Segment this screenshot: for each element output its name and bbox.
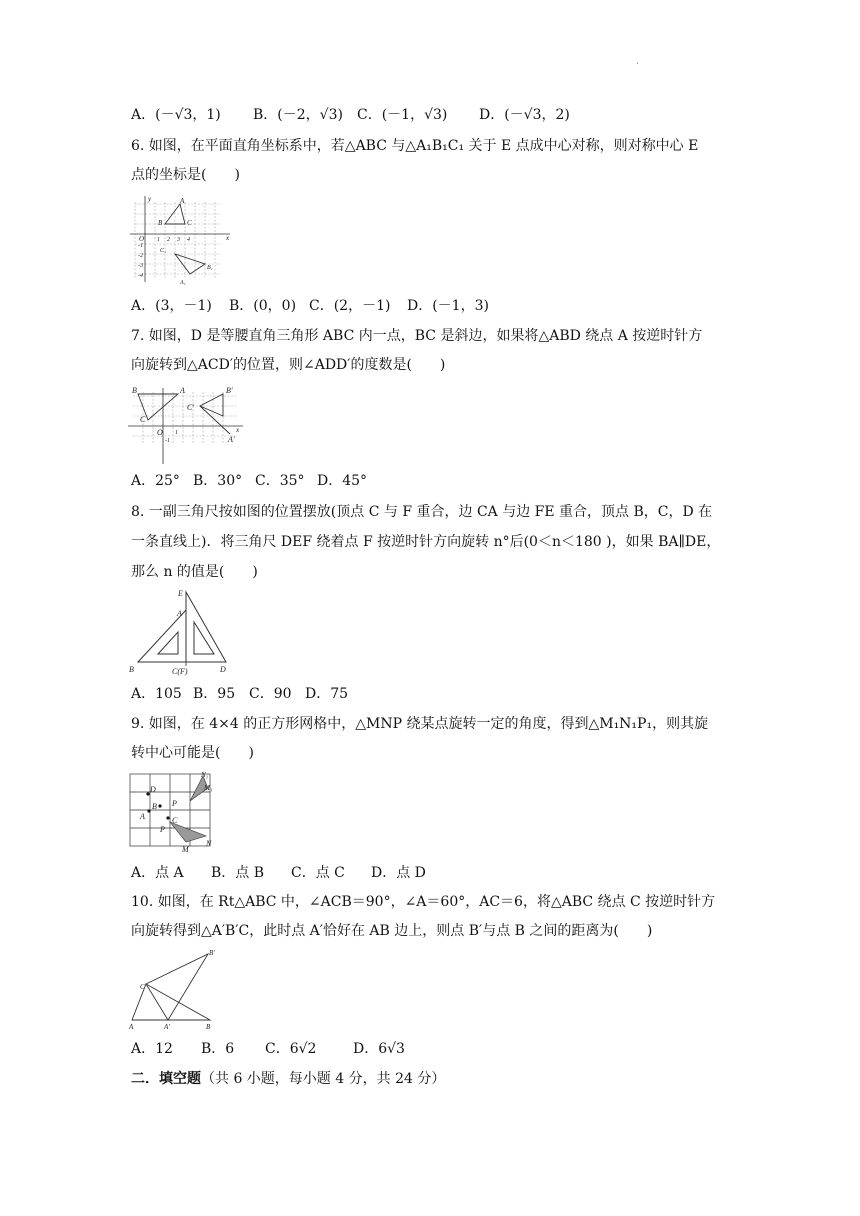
q10-stem-line2: 向旋转得到△A′B′C，此时点 A′恰好在 AB 边上，则点 B′与点 B 之间的距离为( ) (131, 923, 653, 939)
q6-tick-neg1: -1 (138, 243, 143, 249)
q6-tick-2: 2 (167, 237, 170, 243)
q9-stem-line1: 9. 如图，在 4×4 的正方形网格中，△MNP 绕某点旋转一定的角度，得到△M₁N₁P₁，则其旋 (131, 716, 709, 732)
q6-label-y: y (148, 195, 152, 203)
q7-tick-1: 1 (175, 430, 178, 436)
q8-option-c: C．90 (249, 686, 292, 702)
q6-label-b1: B₁ (207, 265, 213, 271)
q9-label-p: P (160, 825, 165, 834)
q9-figure (128, 770, 218, 854)
q6-options (131, 297, 489, 315)
q9-option-a: A．点 A (131, 865, 184, 881)
q9-label-c: C (172, 816, 178, 825)
section2-heading (131, 1070, 445, 1088)
q9-label-b: B (152, 802, 157, 811)
q8-option-a: A．105 (131, 686, 182, 702)
q9-label-a: A (140, 812, 145, 821)
q7-option-b: B．30° (193, 473, 243, 489)
q9-option-b: B．点 B (211, 865, 265, 881)
q8-figure (126, 588, 236, 680)
q10-label-b: B (206, 1023, 211, 1030)
q9-label-p1: P (172, 799, 177, 808)
q6-figure (130, 194, 240, 286)
q7-label-b-prime: B′ (226, 386, 233, 395)
q7-figure (128, 384, 248, 466)
q6-label-x: x (226, 234, 230, 242)
q8-option-b: B．95 (193, 686, 236, 702)
q6-tick-3: 3 (177, 237, 180, 243)
q6-label-a1: A₁ (180, 280, 186, 286)
q7-label-o: O (157, 428, 163, 437)
q10-figure (126, 946, 226, 1030)
q7-label-a: A (180, 386, 185, 395)
q8-label-e: E (178, 589, 183, 598)
q7-label-x: x (236, 426, 240, 434)
q6-stem-line2: 点的坐标是( ) (131, 167, 240, 183)
q7-option-c: C．35° (255, 473, 305, 489)
q9-label-d: D (150, 785, 156, 794)
q10-label-a: A (129, 1023, 134, 1030)
q8-label-cf: C(F) (172, 667, 188, 676)
q7-label-b: B (132, 386, 137, 395)
q9-label-m: M (182, 845, 189, 854)
header-mark: . (636, 56, 640, 67)
q9-options (131, 864, 426, 882)
q10-options (131, 1040, 405, 1058)
q6-option-a: A．(3，－1) (131, 298, 212, 314)
q6-option-c: C．(2，－1) (309, 298, 391, 314)
q9-label-n: N (206, 839, 212, 848)
q7-tick-neg1: -1 (165, 438, 170, 444)
q6-tick-neg3: -3 (138, 263, 143, 269)
q8-options (131, 685, 348, 703)
q7-option-a: A．25° (131, 473, 180, 489)
q8-label-d: D (220, 665, 226, 674)
q6-label-b: B (158, 219, 163, 227)
q6-tick-neg4: -4 (138, 273, 143, 279)
section2-title: 二．填空题 (131, 1071, 201, 1087)
q7-label-c-prime: C′ (187, 403, 195, 412)
q7-option-d: D．45° (317, 473, 368, 489)
q6-label-c1: C₁ (160, 248, 167, 254)
q7-label-a-prime: A′ (228, 435, 235, 444)
q8-stem-line1: 8. 一副三角尺按如图的位置摆放(顶点 C 与 F 重合，边 CA 与边 FE 重合，顶点 B，C，D 在 (131, 504, 713, 520)
q10-label-b-prime: B′ (209, 949, 215, 957)
q10-option-a: A．12 (131, 1041, 173, 1057)
q7-stem-line1: 7. 如图，D 是等腰直角三角形 ABC 内一点，BC 是斜边，如果将△ABD 绕点 A 按逆时针方 (131, 328, 703, 344)
q6-label-c: C (187, 219, 192, 227)
q5-options (131, 106, 570, 124)
q8-label-b: B (129, 665, 134, 674)
q9-option-d: D．点 D (371, 865, 426, 881)
q6-label-a: A (180, 197, 185, 205)
q5-option-a: A．(－√3，1) (131, 107, 221, 123)
q10-option-b: B．6 (201, 1041, 235, 1057)
q6-tick-neg2: -2 (138, 253, 143, 259)
q5-option-b: B．(－2，√3) (253, 107, 343, 123)
q10-stem-line1: 10. 如图，在 Rt△ABC 中，∠ACB＝90°，∠A＝60°，AC＝6，将△ABC 绕点 C 按逆时针方 (131, 894, 716, 910)
q6-tick-1: 1 (157, 237, 160, 243)
section2-note: （共 6 小题，每小题 4 分，共 24 分） (201, 1071, 446, 1087)
q8-stem-line3: 那么 n 的值是( ) (131, 564, 258, 580)
q10-option-c: C．6√2 (265, 1041, 317, 1057)
q7-stem-line2: 向旋转到△ACD′的位置，则∠ADD′的度数是( ) (131, 357, 446, 373)
q8-stem-line2: 一条直线上)．将三角尺 DEF 绕着点 F 按逆时针方向旋转 n°后(0＜n＜180 )，如果 BA∥DE， (131, 534, 721, 550)
q10-label-c: C (140, 983, 145, 991)
q5-option-c: C．(－1，√3) (357, 107, 448, 123)
q10-option-d: D．6√3 (353, 1041, 405, 1057)
q7-label-c: C (140, 415, 146, 424)
q9-stem-line2: 转中心可能是( ) (131, 745, 254, 761)
q10-label-a-prime: A′ (164, 1023, 170, 1030)
q8-option-d: D．75 (305, 686, 349, 702)
q6-option-b: B．(0，0) (229, 298, 297, 314)
q6-option-d: D．(－1，3) (407, 298, 489, 314)
q6-tick-4: 4 (187, 237, 190, 243)
q7-options (131, 472, 367, 490)
q8-label-a: A (177, 609, 182, 618)
q9-label-n1: N₁ (201, 771, 209, 779)
q9-label-m1: M₁ (204, 784, 213, 792)
q6-label-o: O (139, 235, 145, 243)
q5-option-d: D．(－√3，2) (479, 107, 570, 123)
q6-stem-line1: 6. 如图，在平面直角坐标系中，若△ABC 与△A₁B₁C₁ 关于 E 点成中心对称，则对称中心 E (131, 138, 699, 154)
q9-option-c: C．点 C (291, 865, 345, 881)
